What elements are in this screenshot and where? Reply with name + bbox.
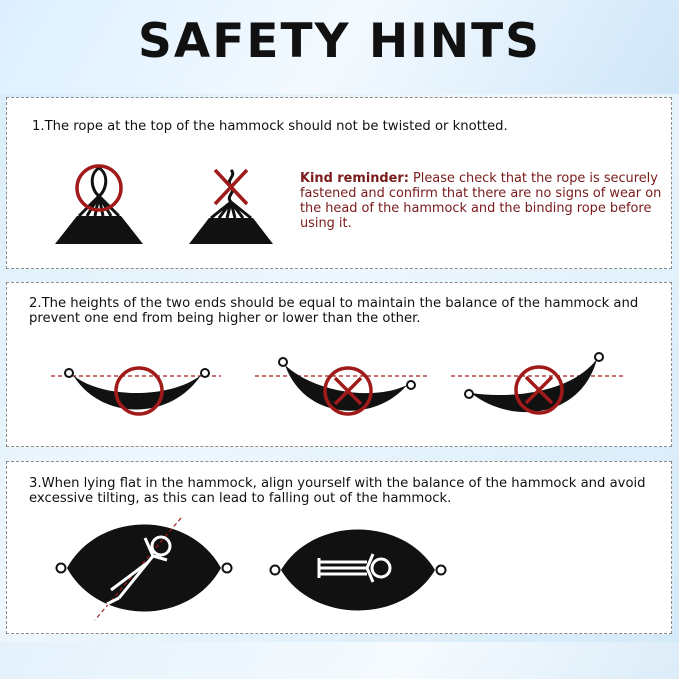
hammock-loop-right bbox=[437, 566, 446, 575]
hammock-loop-left bbox=[271, 566, 280, 575]
reminder-text: Please check that the rope is securely fastened and confirm that there are no signs of wear on the head of the hammock and the binding rope before using it. bbox=[300, 171, 662, 231]
person-aligned-illustration bbox=[263, 520, 453, 620]
hammock-head-shape bbox=[189, 218, 273, 244]
hammock-loop-right bbox=[595, 353, 603, 361]
hammock-tilted-illustration-a bbox=[255, 353, 427, 429]
person-tilted-illustration bbox=[49, 516, 239, 624]
hammock-loop-right bbox=[407, 381, 415, 389]
hammock-tilted-illustration-b bbox=[451, 349, 623, 429]
tip-panel-1 bbox=[6, 97, 672, 269]
tip-3-text: 3.When lying flat in the hammock, align yourself with the balance of the hammock and avoid excessive tilting, as this can lead to falling out of the hammock. bbox=[29, 476, 646, 506]
page-title: SAFETY HINTS bbox=[138, 14, 541, 69]
tip-panel-2 bbox=[6, 282, 672, 447]
footer-band bbox=[0, 642, 679, 679]
tip-panel-3 bbox=[6, 461, 672, 634]
hammock-loop-left bbox=[465, 390, 473, 398]
hammock-loop-left bbox=[279, 358, 287, 366]
tip-2-text: 2.The heights of the two ends should be equal to maintain the balance of the hammock and prevent one end from being higher or lower than the other. bbox=[29, 296, 639, 326]
rope-loop bbox=[92, 168, 106, 196]
tip-1-text: 1.The rope at the top of the hammock should not be twisted or knotted. bbox=[32, 119, 508, 134]
header-banner bbox=[0, 0, 679, 94]
hammock-loop-left bbox=[57, 564, 66, 573]
hammock-body bbox=[73, 375, 201, 410]
reminder-label: Kind reminder: bbox=[300, 171, 409, 186]
hammock-body bbox=[281, 530, 435, 611]
rope-wrong-illustration bbox=[185, 166, 277, 246]
rope-correct-illustration bbox=[51, 162, 147, 246]
kind-reminder bbox=[300, 171, 665, 231]
hammock-loop-right bbox=[201, 369, 209, 377]
hammock-balanced-illustration bbox=[51, 359, 221, 429]
hammock-head-shape bbox=[55, 216, 143, 244]
hammock-loop-left bbox=[65, 369, 73, 377]
hammock-loop-right bbox=[223, 564, 232, 573]
